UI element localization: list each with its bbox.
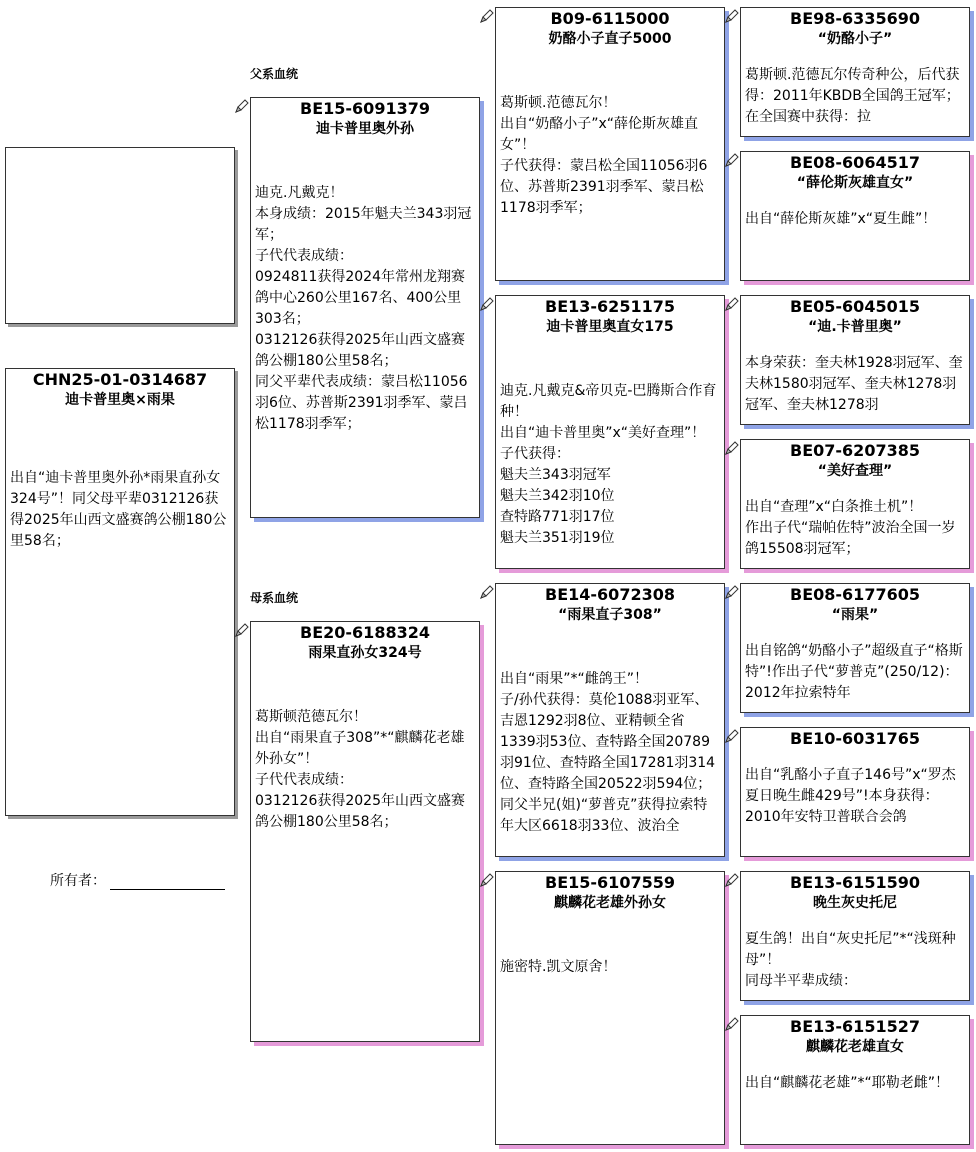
dsd-ring: BE10-6031765	[790, 729, 920, 748]
owner-label: 所有者：	[50, 873, 106, 889]
dsd-desc: 出自“乳酪小子直子146号”x“罗杰夏日晚生雌429号”!本身获得：2010年安特卫普联合会鸽	[745, 767, 956, 825]
dam-dam-card[interactable]	[495, 871, 725, 1145]
sire-dam-ring: BE13-6251175	[545, 297, 675, 316]
dam-card[interactable]	[250, 621, 480, 1042]
ssd-ring: BE08-6064517	[790, 153, 920, 172]
subject-ring: CHN25-01-0314687	[32, 370, 208, 389]
sdd-ring: BE07-6207385	[790, 441, 920, 460]
dam-sire-ring: BE14-6072308	[545, 585, 675, 604]
dsd-card[interactable]	[740, 727, 970, 857]
dam-dam-ring: BE15-6107559	[545, 873, 675, 892]
sire-sire-name: 奶酪小子直子5000	[548, 31, 672, 47]
sire-dam-card[interactable]	[495, 295, 725, 569]
edit-pen-icon[interactable]	[724, 8, 740, 24]
sss-desc: 葛斯顿.范德瓦尔传奇种公，后代获得：2011年KBDB全国鸽王冠军；在全国赛中获得：拉	[745, 67, 960, 125]
dds-desc: 夏生鸽！出自“灰史托尼”*“浅斑种母”！ 同母半平辈成绩：	[745, 931, 956, 989]
dss-card[interactable]	[740, 583, 970, 713]
sss-card[interactable]	[740, 7, 970, 137]
subject-desc: 出自“迪卡普里奥外孙*雨果直孙女324号”！同父母平辈0312126获得2025年山西文盛赛鸽公棚180公里58名；	[10, 470, 227, 549]
dam-line-label: 母系血统	[250, 591, 299, 605]
owner-line[interactable]	[110, 875, 225, 890]
dam-sire-name: “雨果直子308”	[558, 607, 662, 623]
dam-dam-name: 麒麟花老雄外孙女	[554, 895, 666, 911]
sdd-card[interactable]	[740, 439, 970, 569]
sire-dam-name: 迪卡普里奥直女175	[546, 319, 674, 335]
dds-name: 晚生灰史托尼	[813, 895, 897, 911]
sire-name: 迪卡普里奥外孙	[316, 121, 414, 137]
sire-ring: BE15-6091379	[300, 99, 430, 118]
edit-pen-icon[interactable]	[479, 584, 495, 600]
edit-pen-icon[interactable]	[724, 584, 740, 600]
sds-desc: 本身荣获：奎夫林1928羽冠军、奎夫林1580羽冠军、奎夫林1278羽冠军、奎夫林1278羽	[745, 355, 963, 413]
edit-pen-icon[interactable]	[724, 728, 740, 744]
dam-name: 雨果直孙女324号	[308, 645, 422, 661]
edit-pen-icon[interactable]	[724, 872, 740, 888]
sire-dam-desc: 迪克.凡戴克&帝贝克-巴腾斯合作育种！ 出自“迪卡普里奥”x“美好查理”！ 子代获得： 魁夫兰343羽冠军 魁夫兰342羽10位 查特路771羽17位 魁夫兰351羽19位	[500, 383, 717, 546]
sdd-name: “美好查理”	[817, 463, 893, 479]
edit-pen-icon[interactable]	[724, 152, 740, 168]
ssd-card[interactable]	[740, 151, 970, 281]
photo-frame	[5, 147, 235, 324]
sire-sire-desc: 葛斯顿.范德瓦尔！ 出自“奶酪小子”x“薛伦斯灰雄直女”！ 子代获得：蒙吕松全国11056羽6位、苏普斯2391羽季军、蒙吕松1178羽季军；	[500, 95, 708, 216]
dam-ring: BE20-6188324	[300, 623, 430, 642]
dam-sire-card[interactable]	[495, 583, 725, 857]
sire-desc: 迪克.凡戴克！ 本身成绩：2015年魁夫兰343羽冠军； 子代代表成绩： 0924811获得2024年常州龙翔赛鸽中心260公里167名、400公里303名； 0312126获得2025年山西文盛赛鸽公棚180公里58名； 同父平辈代表成绩：蒙吕松11056羽6位、苏普斯2391羽季军、蒙吕松1178羽季军；	[255, 185, 472, 432]
ddd-name: 麒麟花老雄直女	[806, 1039, 904, 1055]
dss-name: “雨果”	[831, 607, 879, 623]
sss-name: “奶酪小子”	[817, 31, 893, 47]
ddd-desc: 出自“麒麟花老雄”*“耶勒老雌”！	[745, 1075, 950, 1091]
ssd-name: “薛伦斯灰雄直女”	[796, 175, 914, 191]
subject-card[interactable]	[5, 368, 235, 816]
owner-field	[50, 870, 225, 890]
ddd-card[interactable]	[740, 1015, 970, 1145]
edit-pen-icon[interactable]	[724, 440, 740, 456]
dam-dam-desc: 施密特.凯文原舍！	[500, 959, 617, 975]
dss-ring: BE08-6177605	[790, 585, 920, 604]
sire-line-label: 父系血统	[250, 67, 299, 81]
edit-pen-icon[interactable]	[234, 98, 250, 114]
sire-sire-card[interactable]	[495, 7, 725, 281]
subject-name: 迪卡普里奥×雨果	[65, 392, 175, 408]
dds-card[interactable]	[740, 871, 970, 1001]
ddd-ring: BE13-6151527	[790, 1017, 920, 1036]
edit-pen-icon[interactable]	[479, 296, 495, 312]
sire-card[interactable]	[250, 97, 480, 518]
edit-pen-icon[interactable]	[234, 622, 250, 638]
ssd-desc: 出自“薛伦斯灰雄”x“夏生雌”！	[745, 211, 937, 227]
edit-pen-icon[interactable]	[479, 872, 495, 888]
sds-card[interactable]	[740, 295, 970, 425]
sire-sire-ring: B09-6115000	[550, 9, 670, 28]
sds-ring: BE05-6045015	[790, 297, 920, 316]
dam-desc: 葛斯顿范德瓦尔！ 出自“雨果直子308”*“麒麟花老雄外孙女”！ 子代代表成绩： 0312126获得2025年山西文盛赛鸽公棚180公里58名；	[255, 709, 465, 830]
dam-sire-desc: 出自“雨果”*“雌鸽王”！ 子/孙代获得：莫伦1088羽亚军、吉恩1292羽8位、亚精顿全省1339羽53位、查特路全国20789羽91位、查特路全国17281羽314位、查特路全国20522羽594位； 同父半兄(姐)“萝普克”获得拉索特年大区6618羽33位、波治全	[500, 671, 716, 834]
sss-ring: BE98-6335690	[790, 9, 920, 28]
dds-ring: BE13-6151590	[790, 873, 920, 892]
sds-name: “迪.卡普里奥”	[808, 319, 902, 335]
edit-pen-icon[interactable]	[479, 8, 495, 24]
edit-pen-icon[interactable]	[724, 296, 740, 312]
edit-pen-icon[interactable]	[724, 1016, 740, 1032]
dss-desc: 出自铭鸽“奶酪小子”超级直子“格斯特”!作出子代“萝普克”(250/12)：2012年拉索特年	[745, 643, 963, 701]
sdd-desc: 出自“查理”x“白条推土机”！ 作出子代“瑞帕佐特”波治全国一岁鸽15508羽冠军；	[745, 499, 956, 557]
